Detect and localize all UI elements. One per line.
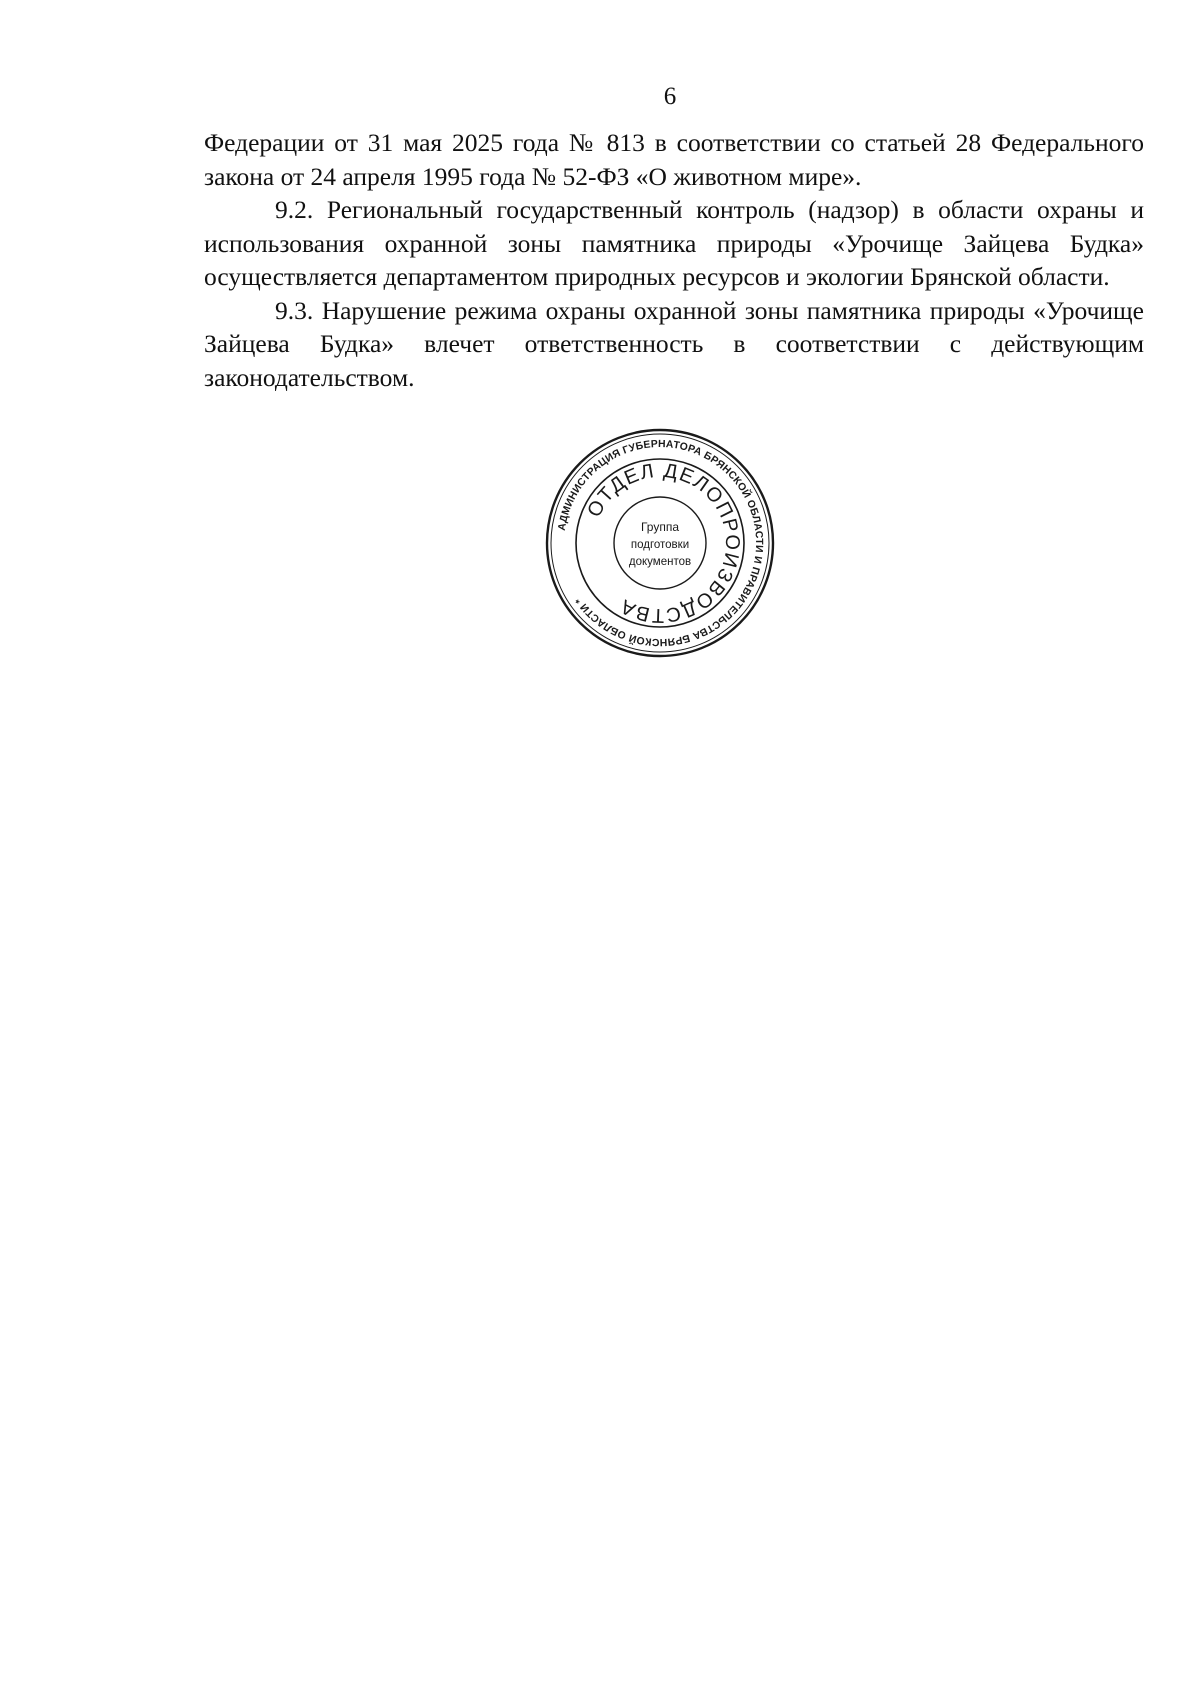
- seal-outer-ring-text: АДМИНИСТРАЦИЯ ГУБЕРНАТОРА БРЯНСКОЙ ОБЛАСТИ И ПРАВИТЕЛЬСТВА БРЯНСКОЙ ОБЛАСТИ *: [556, 438, 765, 648]
- seal-center-line-1: Группа: [640, 520, 680, 534]
- seal-inner-ring-text: ОТДЕЛ ДЕЛОПРОИЗВОДСТВА: [583, 459, 744, 627]
- paragraph-clause-9-3: 9.3. Нарушение режима охраны охранной зоны памятника природы «Урочище Зайцева Будка» влечет ответственность в соответствии с действующим законодательством.: [204, 295, 1144, 392]
- seal-graphic: [544, 427, 776, 659]
- document-body: [204, 126, 1144, 394]
- official-seal: [544, 427, 776, 659]
- seal-center-line-3: документов: [628, 556, 692, 568]
- page-number: 6: [663, 83, 677, 110]
- seal-center-line-2: подготовки: [630, 539, 690, 551]
- paragraph-clause-9-2: 9.2. Региональный государственный контроль (надзор) в области охраны и использования охранной зоны памятника природы «Урочище Зайцева Будка» осуществляется департаментом природных ресурсов и экологии Брянской области.: [204, 195, 1144, 291]
- paragraph-continuation: Федерации от 31 мая 2025 года № 813 в соответствии со статьей 28 Федерального закона от 24 апреля 1995 года № 52-ФЗ «О животном мире».: [204, 128, 1144, 191]
